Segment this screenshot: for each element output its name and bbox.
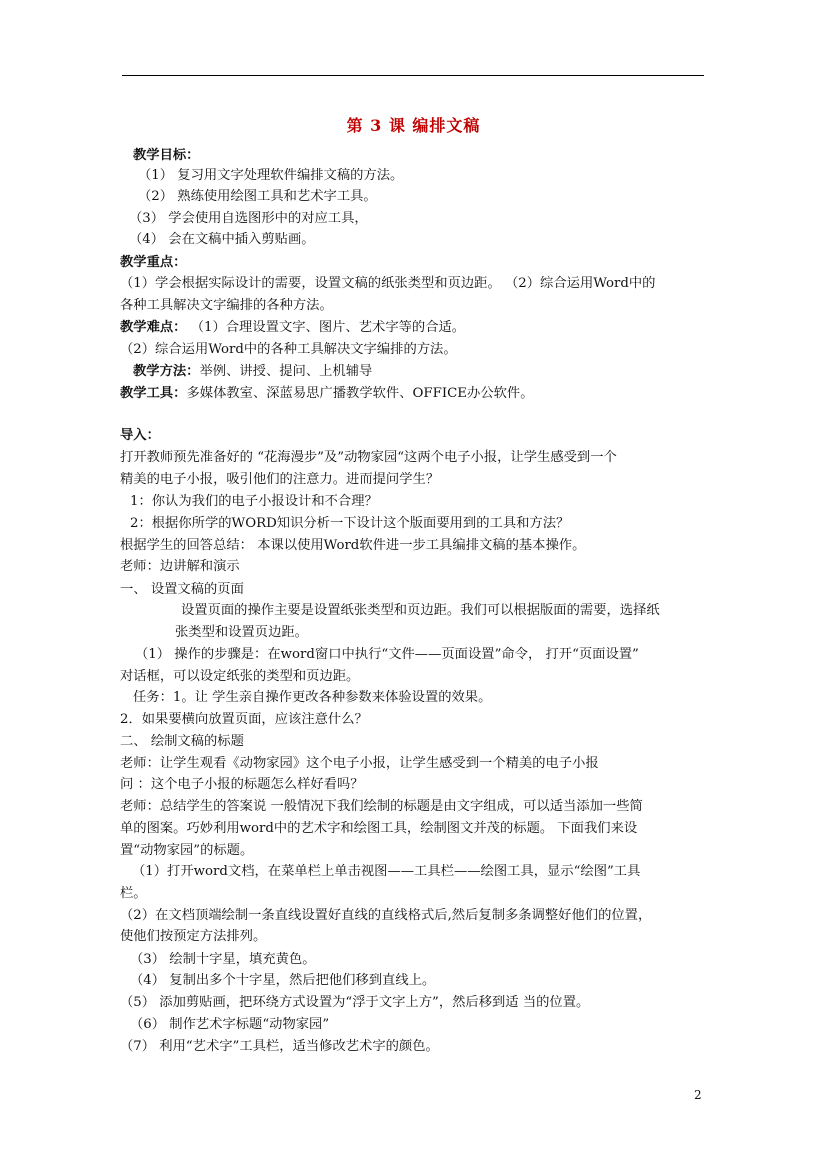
text-line (138, 166, 403, 186)
text-line (129, 209, 368, 229)
line-text: 根据学生的回答总结： 本课以使用Word软件进一步工具编排文稿的基本操作。 (120, 538, 586, 553)
section-label: 教学难点： (120, 320, 187, 335)
text-line (133, 688, 491, 708)
line-text: 问 ：这个电子小报的标题怎么样好看吗？ (120, 777, 364, 792)
line-text: 老师：让学生观看《动物家园》这个电子小报，让学生感受到一个精美的电子小报 (120, 756, 599, 771)
header-rule (122, 75, 704, 76)
line-text: （4） 复制出多个十字星，然后把他们移到直线上。 (130, 973, 436, 988)
text-line (120, 906, 651, 926)
line-text: （3） 绘制十字星，填充黄色。 (130, 952, 316, 967)
text-line (120, 710, 368, 730)
text-line (120, 1037, 439, 1057)
line-text: 二、 绘制文稿的标题 (120, 734, 244, 749)
text-line (120, 470, 439, 490)
text-line (120, 274, 655, 294)
line-text: 对话框，可以设定纸张的类型和页边距。 (120, 669, 360, 684)
line-text: （1）合理设置文字、图片、艺术字等的合适。 (186, 320, 466, 335)
text-line (120, 993, 589, 1013)
line-text: 打开教师预先准备好的 “花海漫步”及”动物家园“这两个电子小报，让学生感受到一个 (120, 450, 617, 465)
text-line (120, 296, 333, 316)
line-text: 设置页面的操作主要是设置纸张类型和页边距。我们可以根据版面的需要，选择纸 (181, 603, 660, 618)
text-line (175, 623, 308, 643)
line-text: （2）综合运用Word中的各种工具解决文字编排的方法。 (120, 342, 457, 357)
line-text: （2）在文档顶端绘制一条直线设置好直线的直线格式后,然后复制多条调整好他们的位置， (120, 908, 652, 923)
line-text: 2：根据你所学的WORD知识分析一下设计这个版面要用到的工具和方法？ (130, 516, 570, 531)
text-line (120, 797, 643, 817)
text-line (138, 187, 377, 207)
section-label: 教学方法： (133, 364, 200, 379)
line-text: （1）打开word文档，在菜单栏上单击视图——工具栏——绘图工具，显示“绘图”工具 (132, 864, 641, 879)
line-text: 1：你认为我们的电子小报设计和不合理？ (130, 494, 378, 509)
text-line (130, 514, 569, 534)
text-line (120, 732, 244, 752)
line-text: 2．如果要横向放置页面，应该注意什么？ (120, 712, 368, 727)
text-line (181, 601, 660, 621)
text-line (120, 318, 465, 338)
text-line (120, 754, 599, 774)
line-text: （5） 添加剪贴画，把环绕方式设置为“浮于文字上方”，然后移到适 当的位置。 (120, 995, 590, 1010)
line-text: 各种工具解决文字编排的各种方法。 (120, 298, 333, 313)
line-text: 置“动物家园”的标题。 (120, 843, 254, 858)
section-label: 教学重点： (120, 255, 187, 270)
text-line (120, 667, 359, 687)
line-text: （4） 会在文稿中插入剪贴画。 (129, 232, 315, 247)
line-text: 举例、讲授、提问、上机辅导 (199, 364, 373, 379)
line-text: （3） 学会使用自选图形中的对应工具， (129, 211, 368, 226)
section-label: 教学工具： (120, 386, 187, 401)
text-line (130, 950, 316, 970)
line-text: （2） 熟练使用绘图工具和艺术字工具。 (138, 189, 377, 204)
section-label: 教学目标： (133, 148, 200, 163)
line-text: 使他们按预定方法排列。 (120, 929, 267, 944)
text-line (120, 819, 637, 839)
text-line (120, 775, 364, 795)
text-line (120, 927, 266, 947)
text-line (120, 884, 147, 904)
text-line (133, 362, 372, 382)
text-line (129, 230, 315, 250)
line-text: 一、 设置文稿的页面 (120, 582, 244, 597)
text-line (132, 862, 640, 882)
line-text: 老师：总结学生的答案说 一般情况下我们绘制的标题是由文字组成，可以适当添加一些简 (120, 799, 643, 814)
line-text: （7） 利用“艺术字”工具栏，适当修改艺术字的颜色。 (120, 1039, 439, 1054)
section-label: 导入： (120, 428, 160, 443)
line-text: 任务：1。让 学生亲自操作更改各种参数来体验设置的效果。 (133, 690, 492, 705)
line-text: 栏。 (120, 886, 147, 901)
text-line (120, 340, 457, 360)
text-line (130, 1015, 329, 1035)
text-line (120, 384, 534, 404)
text-line (135, 645, 639, 665)
text-line (120, 557, 240, 577)
line-text: （1） 操作的步骤是：在word窗口中执行“文件——页面设置”命令， 打开“页面设置” (135, 647, 639, 662)
line-text: （6） 制作艺术字标题“动物家园” (130, 1017, 330, 1032)
lesson-title: 第 3 课 编排文稿 (346, 116, 481, 135)
line-text: （1） 复习用文字处理软件编排文稿的方法。 (138, 168, 404, 183)
text-line (120, 448, 617, 468)
line-text: 多媒体教室、深蓝易思广播教学软件、OFFICE办公软件。 (186, 386, 534, 401)
line-text: （1）学会根据实际设计的需要，设置文稿的纸张类型和页边距。 （2）综合运用Word中的 (120, 276, 656, 291)
line-text: 老师：边讲解和演示 (120, 559, 240, 574)
text-line (120, 253, 186, 273)
text-line (133, 146, 199, 166)
line-text: 张类型和设置页边距。 (175, 625, 308, 640)
text-line (130, 492, 378, 512)
text-line (120, 841, 253, 861)
line-text: 单的图案。巧妙利用word中的艺术字和绘图工具，绘制图文并茂的标题。 下面我们来设 (120, 821, 638, 836)
text-line (120, 426, 160, 446)
text-line (120, 580, 244, 600)
text-line (120, 536, 585, 556)
page-number: 2 (694, 1088, 702, 1102)
line-text: 精美的电子小报，吸引他们的注意力。进而提问学生？ (120, 472, 440, 487)
text-line (130, 971, 435, 991)
